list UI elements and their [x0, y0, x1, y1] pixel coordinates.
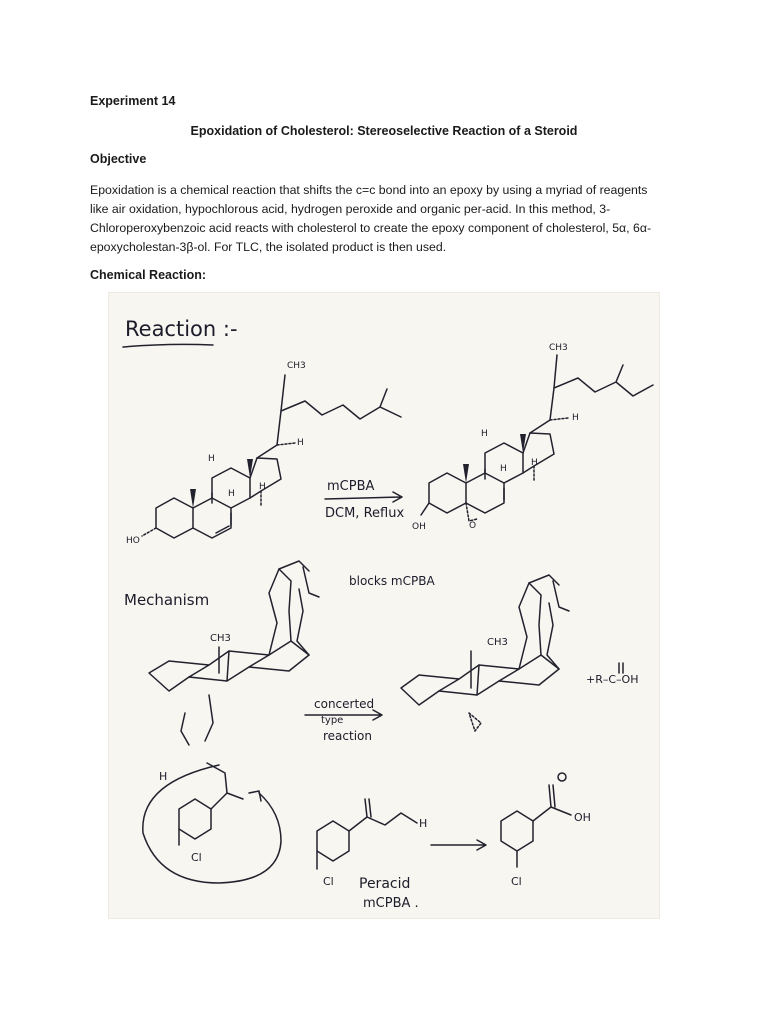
ch3-mech-right: CH3	[487, 637, 508, 648]
mechanism-steroid-right	[401, 575, 569, 731]
mechanism-steroid-left	[143, 561, 319, 883]
h-label: H	[297, 438, 304, 448]
cl-label: Cl	[511, 875, 522, 888]
objective-line: like air oxidation, hypochlorous acid, hydrogen peroxide and organic per-acid. In this method, 3-	[90, 202, 611, 216]
h-label: H	[531, 458, 538, 468]
ch3-label: CH3	[287, 361, 306, 371]
mcpba-left-structure	[179, 763, 243, 845]
product-arrow	[431, 840, 486, 850]
acid-product-structure	[501, 773, 571, 867]
handwritten-reaction-scan	[109, 293, 659, 918]
concerted-line-3: reaction	[323, 729, 372, 743]
h-label: H	[419, 817, 428, 830]
epoxide-product-structure	[421, 355, 653, 521]
ch3-mech: CH3	[210, 633, 231, 644]
oh-label: OH	[412, 522, 426, 532]
concerted-arrow	[305, 710, 382, 720]
document-title: Epoxidation of Cholesterol: Stereoselective Reaction of a Steroid	[190, 124, 578, 138]
byproduct-label: +R–C–OH	[586, 673, 639, 686]
h-label: H	[572, 413, 579, 423]
h-label: H	[481, 429, 488, 439]
peracid-label: Peracid	[359, 876, 411, 892]
h-label: H	[500, 464, 507, 474]
epoxide-label: O	[469, 521, 477, 531]
peracid-structure	[317, 799, 417, 869]
cl-label: Cl	[191, 851, 202, 864]
carbonyl-mark	[619, 663, 623, 673]
ch3-label-product: CH3	[549, 343, 568, 353]
objective-paragraph	[90, 181, 690, 257]
concerted-line-1: concerted	[314, 697, 375, 711]
reagent-bottom: DCM, Reflux	[325, 506, 405, 521]
oh-acid-label: OH	[574, 811, 591, 824]
mechanism-heading: Mechanism	[124, 591, 210, 609]
heading-underline	[123, 344, 213, 347]
objective-line: epoxycholestan-3β-ol. For TLC, the isolated product is then used.	[90, 240, 447, 254]
blocks-note: blocks mCPBA	[349, 574, 435, 588]
h-label: H	[159, 770, 168, 783]
objective-line: Chloroperoxybenzoic acid reacts with cholesterol to create the epoxy component of cholesterol, 5α, 6α-	[90, 221, 652, 235]
ho-label: HO	[126, 536, 140, 546]
h-label: H	[259, 482, 266, 492]
reagent-top: mCPBA	[327, 479, 375, 494]
objective-line: Epoxidation is a chemical reaction that shifts the c=c bond into an epoxy by using a myriad of reagents	[90, 183, 648, 197]
objective-heading: Objective	[90, 152, 147, 166]
peracid-mcpba-label: mCPBA .	[363, 896, 419, 911]
cl-label: Cl	[323, 875, 334, 888]
h-label: H	[208, 454, 215, 464]
scan-reaction-heading: Reaction :-	[125, 317, 238, 341]
chemical-reaction-heading: Chemical Reaction:	[90, 268, 207, 282]
experiment-label: Experiment 14	[90, 94, 176, 108]
h-label: H	[228, 489, 235, 499]
concerted-line-2: type	[321, 715, 344, 726]
